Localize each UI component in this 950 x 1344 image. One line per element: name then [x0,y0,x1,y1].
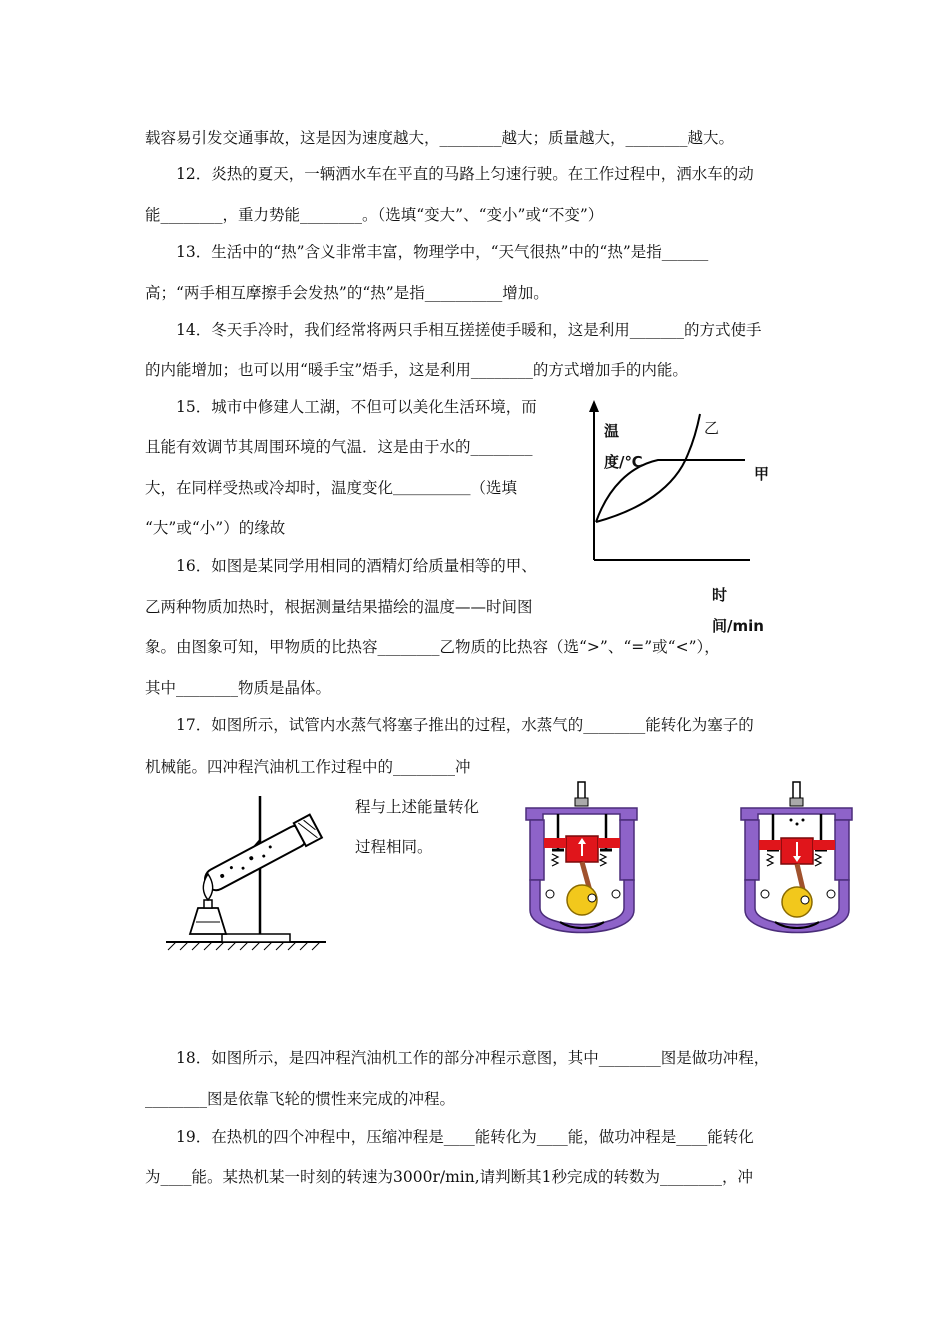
graph-x-label-2: 间/min [712,617,764,635]
question-19-line-2: 为____能。某热机某一时刻的转速为3000r/min,请判断其1秒完成的转数为________，冲 [145,1168,754,1186]
question-16-line-4: 其中________物质是晶体。 [145,679,332,697]
question-14-line-2: 的内能增加；也可以用“暖手宝”焐手，这是利用________的方式增加手的内能。 [145,361,688,379]
question-19-line-1: 19．在热机的四个冲程中，压缩冲程是____能转化为____能，做功冲程是____能转化 [176,1128,754,1146]
question-15-line-4: “大”或“小”）的缘故 [145,519,286,537]
graph-curve-yi-label: 乙 [704,419,720,437]
question-17-line-2: 机械能。四冲程汽油机工作过程中的________冲 [145,758,471,776]
engine-diagram-2 [735,780,860,950]
question-18-line-2: ________图是依靠飞轮的惯性来完成的冲程。 [145,1090,456,1108]
question-14-line-1: 14．冬天手冷时，我们经常将两只手相互搓搓使手暖和，这是利用_______的方式使手 [176,321,762,339]
question-13-line-2: 高；“两手相互摩擦手会发热”的“热”是指__________增加。 [145,284,549,302]
test-tube-apparatus-figure [160,780,330,960]
engine-diagram-1 [520,780,645,950]
question-16-line-2: 乙两种物质加热时，根据测量结果描绘的温度——时间图 [145,598,533,616]
graph-y-label-2: 度/℃ [604,453,643,471]
graph-y-label-1: 温 [604,422,620,440]
question-13-line-1: 13．生活中的“热”含义非常丰富，物理学中，“天气很热”中的“热”是指______ [176,243,709,261]
question-18-line-1: 18．如图所示，是四冲程汽油机工作的部分冲程示意图，其中________图是做功冲程， [176,1049,770,1067]
text-line-1: 载容易引发交通事故，这是因为速度越大，________越大；质量越大，________越大。 [145,129,735,147]
question-16-line-3: 象。由图象可知，甲物质的比热容________乙物质的比热容（选“>”、“=”或“<”）， [145,638,720,656]
question-15-line-3: 大，在同样受热或冷却时，温度变化＿＿＿＿＿（选填 [145,479,518,497]
question-12-line-2: 能________，重力势能________。（选填“变大”、“变小”或“不变”） [145,206,604,224]
question-15-line-1: 15．城市中修建人工湖，不但可以美化生活环境，而 [176,398,537,416]
graph-x-label-1: 时 [712,586,728,604]
graph-curve-jia-label: 甲 [754,465,770,483]
question-12-line-1: 12．炎热的夏天，一辆洒水车在平直的马路上匀速行驶。在工作过程中，洒水车的动 [176,165,754,183]
question-17-line-4: 过程相同。 [355,838,433,856]
question-15-line-2: 且能有效调节其周围环境的气温．这是由于水的________ [145,438,533,456]
y-axis-arrow [589,400,599,412]
question-17-line-3: 程与上述能量转化 [355,798,480,816]
question-17-line-1: 17．如图所示，试管内水蒸气将塞子推出的过程，水蒸气的________能转化为塞子的 [176,716,754,734]
question-16-line-1: 16．如图是某同学用相同的酒精灯给质量相等的甲、 [176,557,537,575]
